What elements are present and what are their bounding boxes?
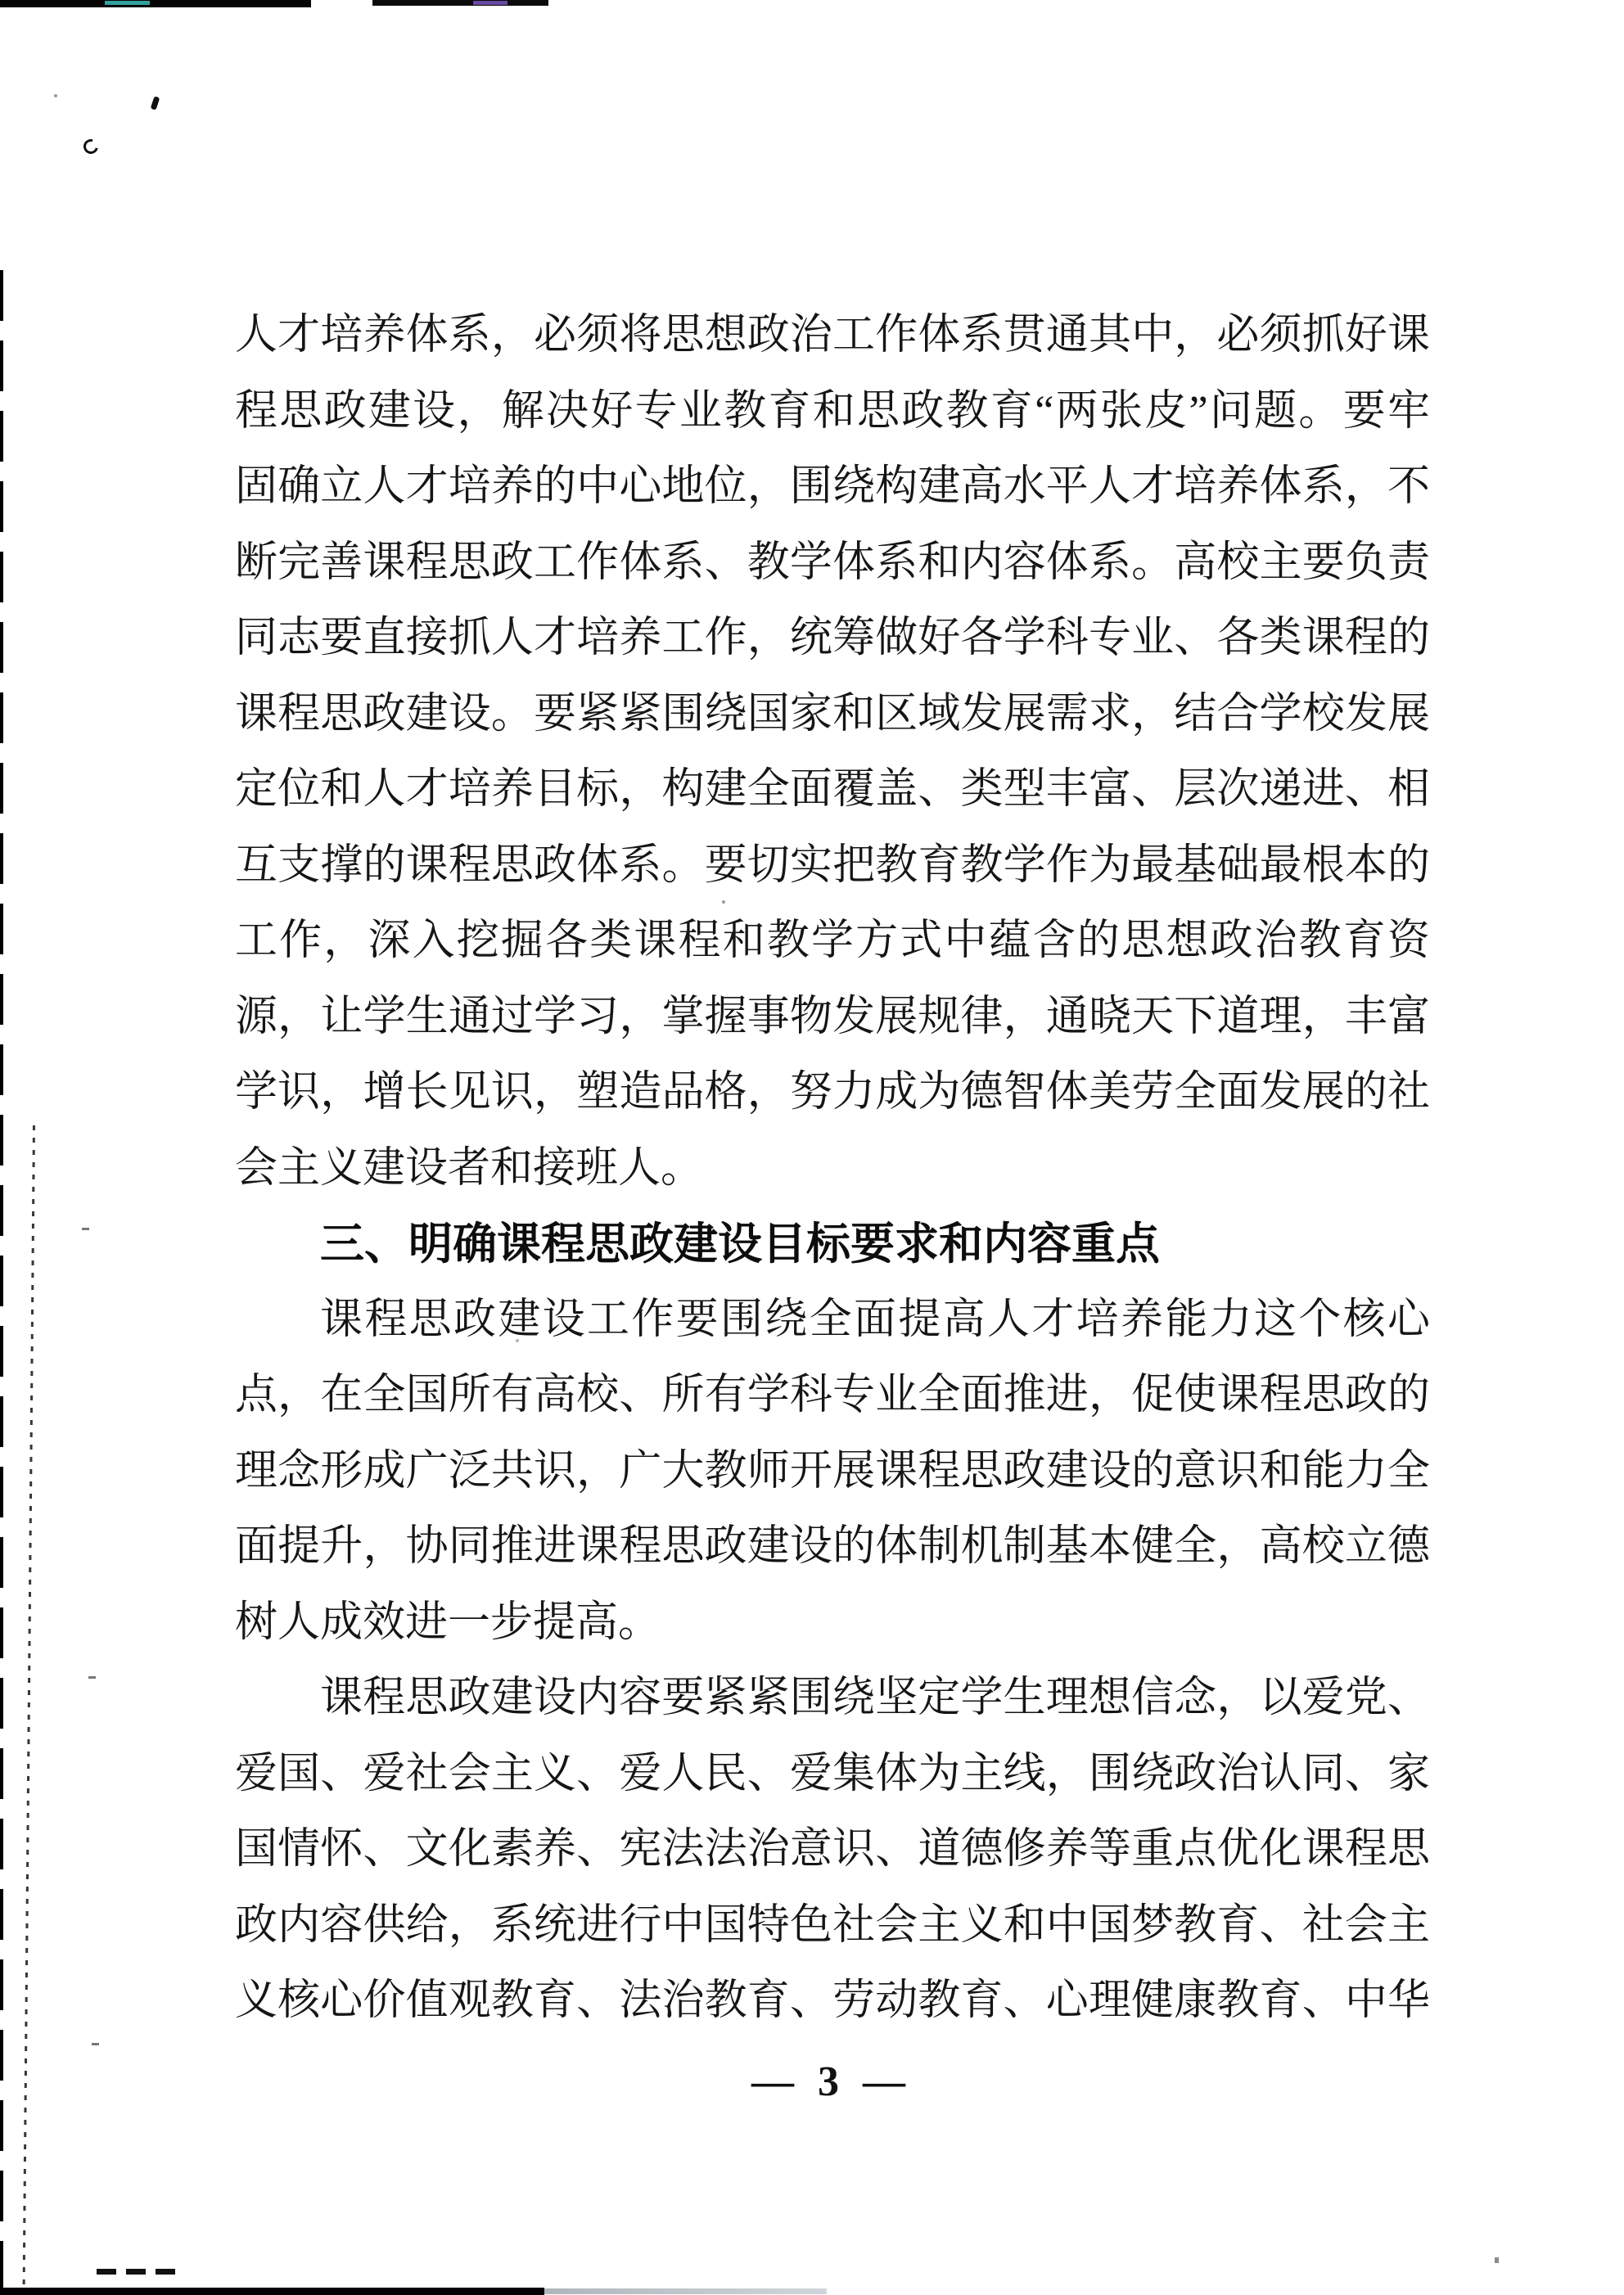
scan-artifact-dot xyxy=(54,94,57,97)
page-number xyxy=(0,2056,1624,2108)
document-text-line: 源，让学生通过学习，掌握事物发展规律，通晓天下道理，丰富 xyxy=(235,993,1430,1040)
scan-artifact-bottom-bar xyxy=(0,2288,544,2295)
scan-artifact-bottom-dashes xyxy=(97,2269,178,2275)
scan-artifact-color-noise xyxy=(473,1,508,5)
document-text-line: 会主义建设者和接班人。 xyxy=(235,1144,704,1192)
document-text-line: 课程思政建设。要紧紧围绕国家和区域发展需求，结合学校发展 xyxy=(235,690,1430,737)
document-text-line: 同志要直接抓人才培养工作，统筹做好各学科专业、各类课程的 xyxy=(235,615,1430,661)
scan-artifact-speck xyxy=(1495,2257,1499,2263)
scan-artifact-speck xyxy=(151,96,160,110)
scan-artifact-top-bar xyxy=(0,0,311,7)
scan-artifact-speck xyxy=(81,137,102,157)
scan-artifact-bottom-bar xyxy=(544,2288,827,2294)
scan-artifact-top-bar xyxy=(372,0,548,6)
document-text-line: 义核心价值观教育、法治教育、劳动教育、心理健康教育、中华 xyxy=(235,1977,1430,2024)
page-number-label: — 3 — xyxy=(751,2058,912,2105)
document-text-line: 点，在全国所有高校、所有学科专业全面推进，促使课程思政的 xyxy=(235,1372,1430,1418)
document-text-line: 工作，深入挖掘各类课程和教学方式中蕴含的思想政治教育资 xyxy=(235,918,1430,964)
document-text-line: 学识，增长见识，塑造品格，努力成为德智体美劳全面发展的社 xyxy=(235,1069,1430,1116)
scan-artifact-left-edge-line xyxy=(0,270,3,2295)
scan-artifact-color-noise xyxy=(105,1,150,5)
document-text-block xyxy=(235,298,1430,2040)
document-text-line: 爱国、爱社会主义、爱人民、爱集体为主线，围绕政治认同、家 xyxy=(235,1750,1430,1797)
scan-artifact-fold-line xyxy=(23,1125,35,2295)
document-text-line: 定位和人才培养目标，构建全面覆盖、类型丰富、层次递进、相 xyxy=(235,766,1430,813)
document-text-line: 固确立人才培养的中心地位，围绕构建高水平人才培养体系，不 xyxy=(235,463,1430,510)
scan-artifact-speck xyxy=(82,1228,89,1230)
document-text-line: 断完善课程思政工作体系、教学体系和内容体系。高校主要负责 xyxy=(235,539,1430,586)
document-text-line: 树人成效进一步提高。 xyxy=(235,1598,661,1646)
document-text-line: 政内容供给，系统进行中国特色社会主义和中国梦教育、社会主 xyxy=(235,1901,1430,1949)
document-text-line: 理念形成广泛共识，广大教师开展课程思政建设的意识和能力全 xyxy=(235,1447,1430,1495)
scan-artifact-speck xyxy=(88,1676,96,1679)
document-text-line: 程思政建设，解决好专业教育和思政教育“两张皮”问题。要牢 xyxy=(235,387,1430,435)
section-heading: 三、明确课程思政建设目标要求和内容重点 xyxy=(320,1220,1160,1269)
document-text-line: 面提升，协同推进课程思政建设的体制机制基本健全，高校立德 xyxy=(235,1523,1430,1570)
document-text-line: 人才培养体系，必须将思想政治工作体系贯通其中，必须抓好课 xyxy=(235,312,1430,358)
document-text-line: 互支撑的课程思政体系。要切实把教育教学作为最基础最根本的 xyxy=(235,841,1430,889)
document-text-line: 课程思政建设工作要围绕全面提高人才培养能力这个核心 xyxy=(320,1296,1430,1343)
scan-artifact-speck xyxy=(92,2043,99,2045)
document-text-line: 课程思政建设内容要紧紧围绕坚定学生理想信念，以爱党、 xyxy=(320,1675,1430,1721)
document-text-line: 国情怀、文化素养、宪法法治意识、道德修养等重点优化课程思 xyxy=(235,1826,1430,1873)
